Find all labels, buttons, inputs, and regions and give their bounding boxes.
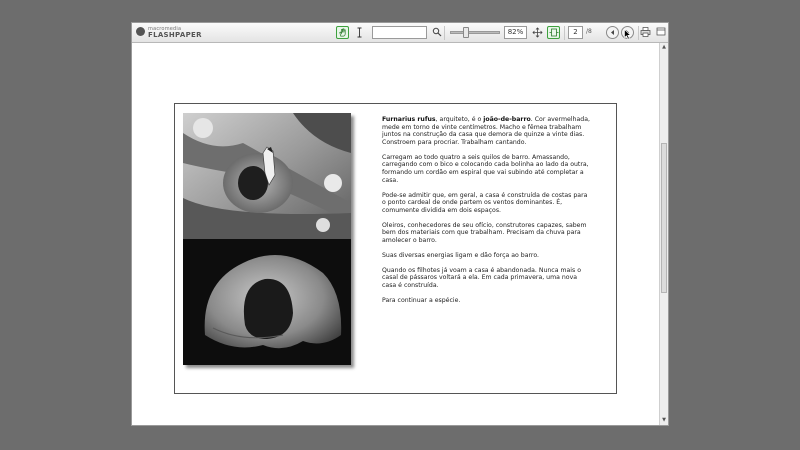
previous-page-button[interactable]	[606, 26, 619, 39]
find-button[interactable]	[430, 26, 443, 39]
logo-mark-icon	[136, 27, 145, 36]
move-arrows-icon	[532, 27, 543, 38]
toolbar	[132, 23, 668, 43]
paragraph-text: , arquiteto, é o	[435, 116, 484, 123]
hand-tool-button[interactable]	[336, 26, 349, 39]
nest-photos	[183, 113, 351, 365]
mouse-pointer-icon	[624, 29, 632, 40]
print-button[interactable]	[639, 26, 652, 39]
triangle-left-icon	[609, 29, 616, 36]
fit-width-button[interactable]	[547, 26, 560, 39]
zoom-field[interactable]: 82%	[504, 26, 527, 39]
page-total-label: /8	[586, 28, 592, 35]
common-name: joão-de-barro	[483, 116, 531, 123]
zoom-slider[interactable]	[450, 31, 500, 34]
paragraph: Pode-se admitir que, em geral, a casa é construída de costas para o ponto cardeal de onde partem os ventos dominantes. É, comumente dividida em dois espaços.	[382, 191, 588, 214]
paragraph: Suas diversas energias ligam e dão força ao barro.	[382, 251, 539, 259]
paragraph: Oleiros, conhecedores de seu ofício, construtores capazes, sabem bem dos materiais com que trabalham. Precisam da chuva para amolecer o barro.	[382, 221, 587, 244]
paragraph: Para continuar a espécie.	[382, 297, 461, 305]
magnifier-icon	[432, 27, 442, 37]
scroll-thumb[interactable]	[661, 143, 667, 293]
document-page	[174, 103, 617, 394]
article-text	[382, 116, 592, 312]
page-number-field[interactable]: 2	[568, 26, 583, 39]
flashpaper-logo	[136, 26, 202, 39]
photo-column	[183, 113, 351, 365]
toolbar-separator	[444, 26, 445, 40]
text-cursor-icon	[355, 27, 364, 38]
options-button[interactable]	[654, 26, 667, 39]
paragraph-text: . Cor avermelhada, mede em torno de vinte centímetros. Macho e fêmea trabalham juntos na construção da casa que demora de quinze a vinte dias. Constroem para procriar. Trabalham cantando.	[382, 116, 590, 146]
search-input[interactable]	[372, 26, 427, 39]
scroll-down-icon[interactable]: ▼	[662, 417, 666, 423]
fit-width-icon	[549, 28, 559, 37]
hand-icon	[338, 28, 347, 37]
zoom-slider-thumb[interactable]	[463, 27, 469, 38]
paragraph: Carregam ao todo quatro a seis quilos de barro. Amassando, carregando com o bico e colocando cada bolinha ao lado da outra, formando um cordão em espiral que vai subindo até completar a casa.	[382, 153, 589, 184]
species-name: Furnarius rufus	[382, 116, 436, 123]
vertical-scrollbar[interactable]	[659, 43, 668, 425]
flashpaper-viewer	[131, 22, 669, 426]
paragraph: Quando os filhotes já voam a casa é abandonada. Nunca mais o casal de pássaros voltará a ela. Em cada primavera, uma nova casa é construída.	[382, 266, 581, 290]
window-icon	[656, 27, 666, 36]
document-canvas	[132, 43, 659, 425]
text-select-tool-button[interactable]	[353, 26, 366, 39]
logo-vendor-text: macromedia	[148, 26, 182, 32]
toolbar-separator	[564, 26, 565, 40]
printer-icon	[640, 27, 651, 37]
paragraph	[382, 116, 592, 146]
fit-page-button[interactable]	[531, 26, 544, 39]
scroll-up-icon[interactable]: ▲	[662, 44, 666, 50]
logo-product-text: FLASHPAPER	[148, 31, 202, 39]
